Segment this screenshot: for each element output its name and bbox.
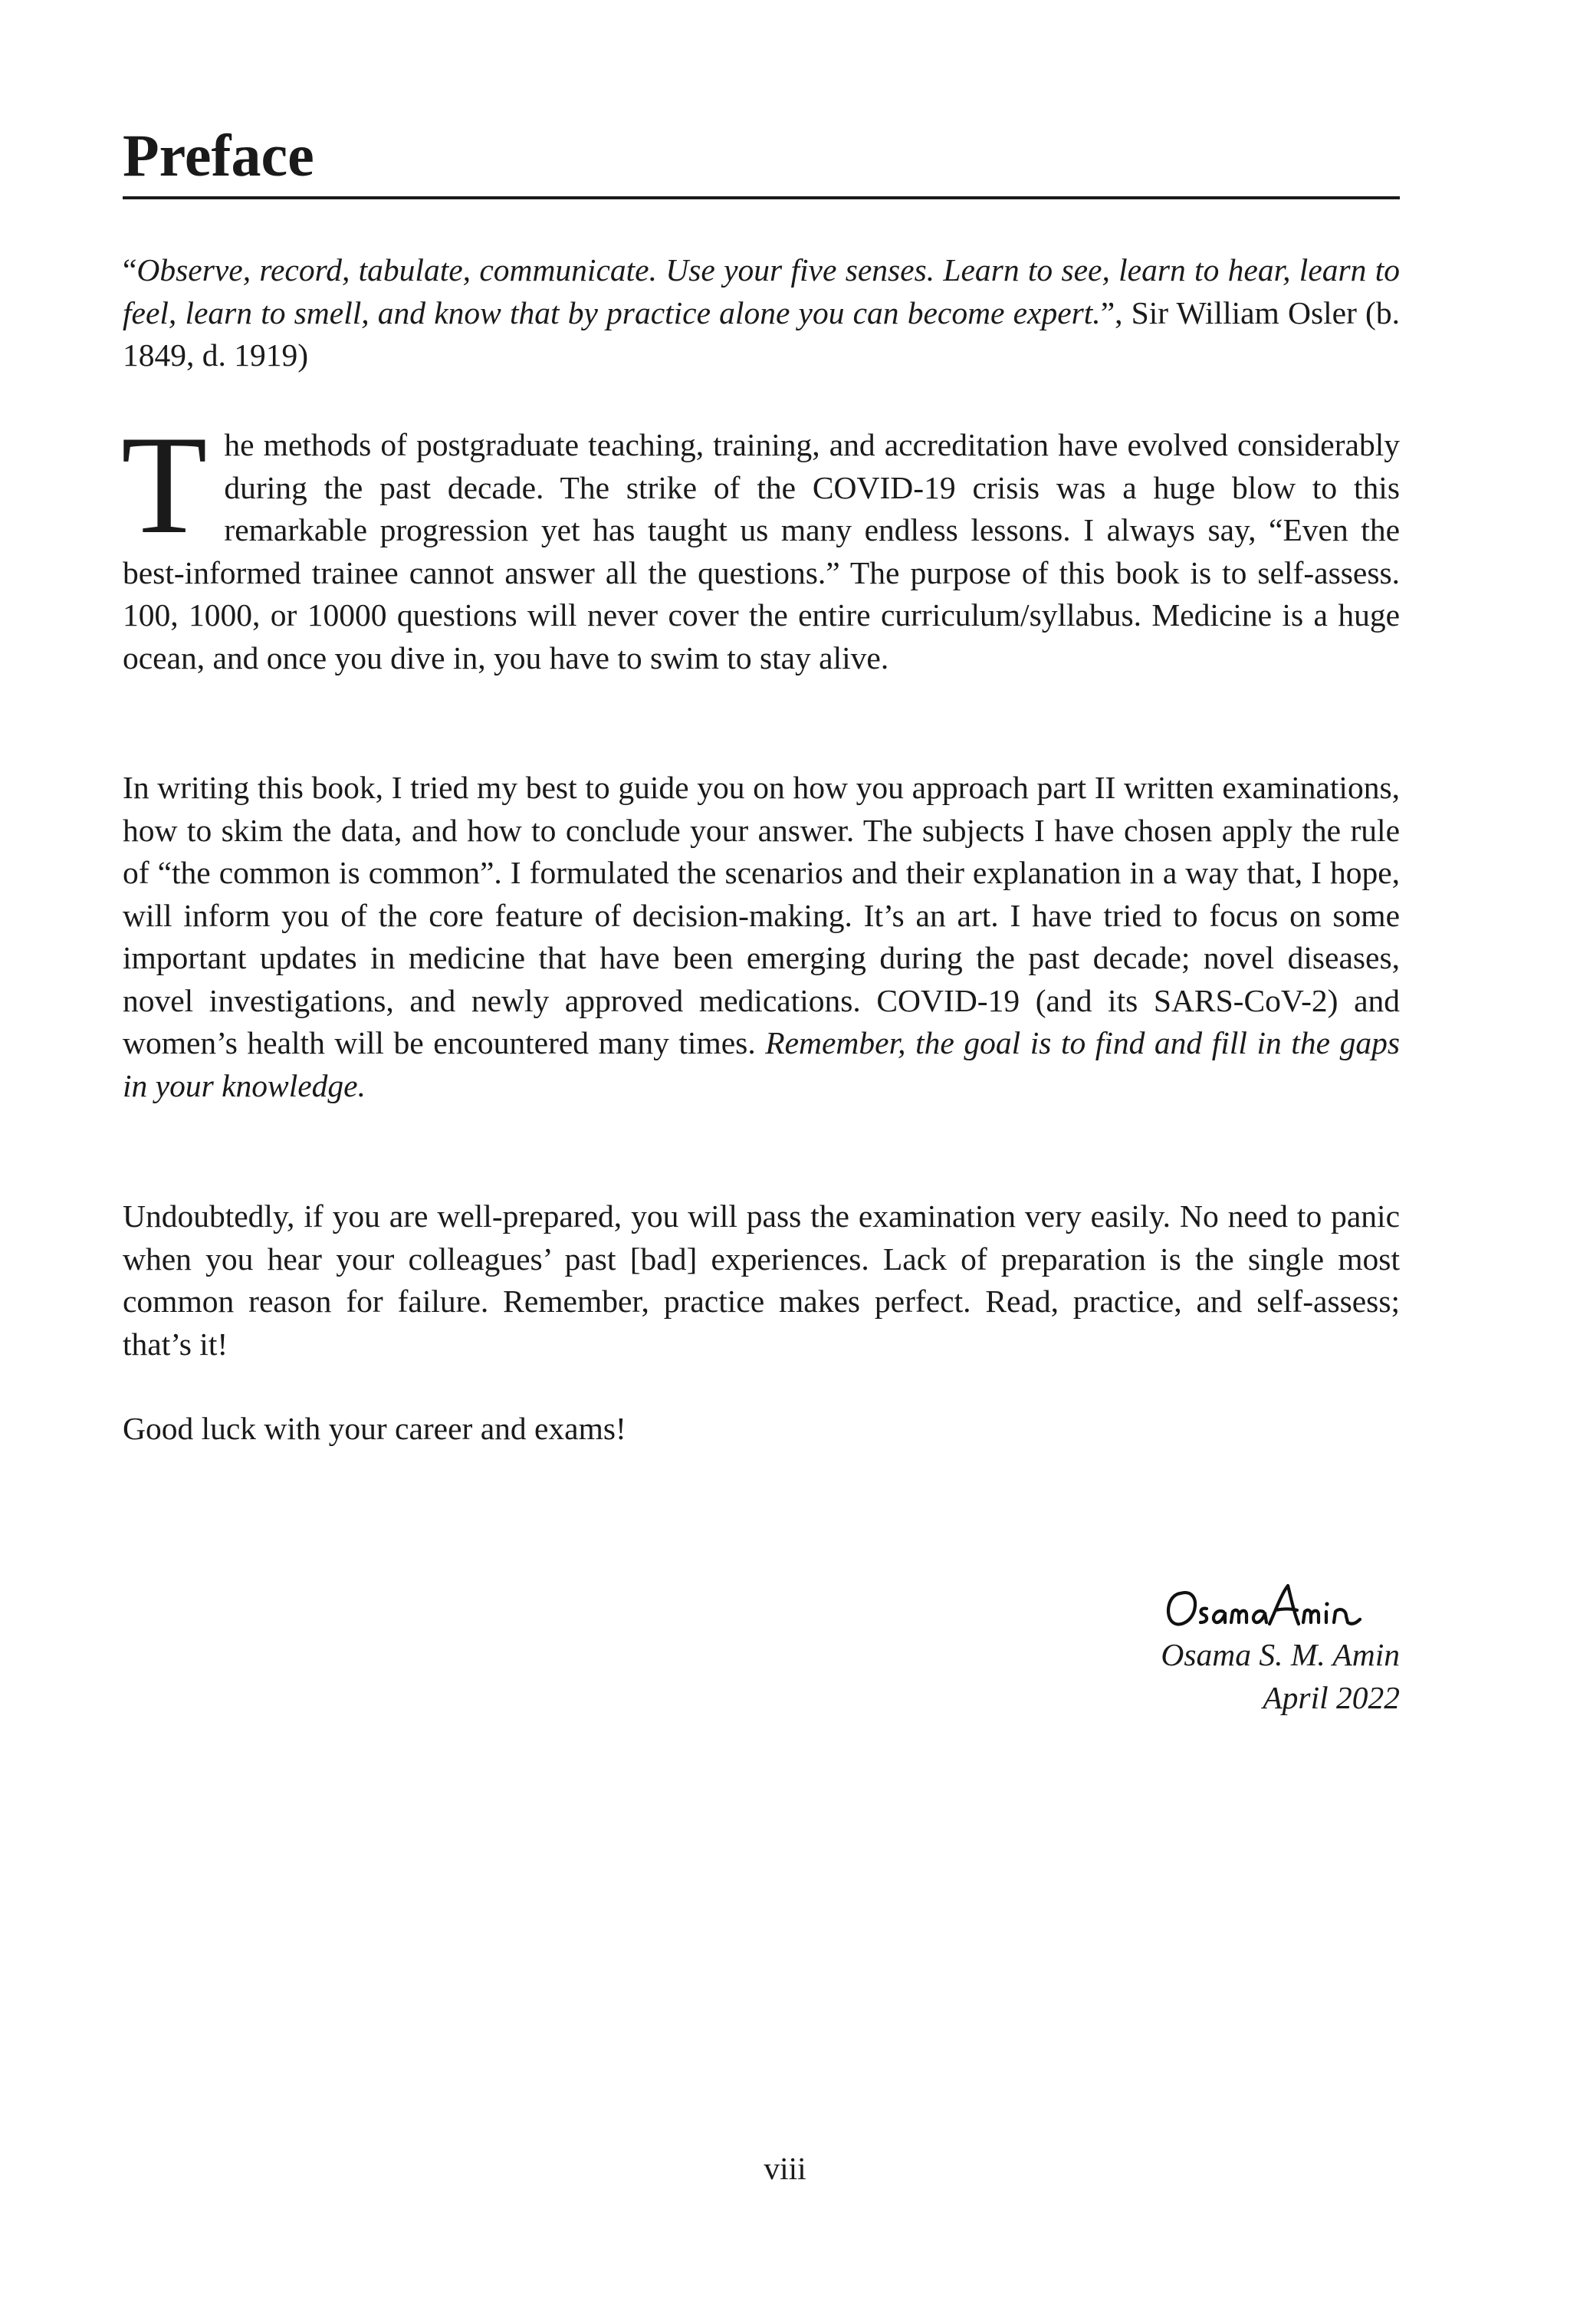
paragraph-4: Good luck with your career and exams! xyxy=(123,1411,626,1446)
epigraph-open-quote: “ xyxy=(123,252,137,288)
page-title: Preface xyxy=(123,121,1400,199)
signature-block xyxy=(1161,1579,1400,1719)
signoff-date: April 2022 xyxy=(1263,1680,1400,1715)
paragraph-1 xyxy=(121,406,1400,679)
paragraph-2 xyxy=(123,767,1400,1107)
drop-cap: T xyxy=(121,406,208,563)
epigraph xyxy=(123,249,1400,377)
paragraph-1-text: he methods of postgraduate teaching, training, and accreditation have evolved considerably during the past decade. The strike of the COVID-19 crisis was a huge blow to this remarkable progression yet has taught us many endless lessons. I always say, “Even the best-informed trainee cannot answer all the questions.” The purpose of this book is to self-assess. 100, 1000, or 10000 questions will never cover the entire curriculum/syllabus. Medicine is a huge ocean, and once you dive in, you have to swim to stay alive. xyxy=(123,427,1400,676)
epigraph-close-quote: ” xyxy=(1100,294,1115,330)
paragraph-2-text: In writing this book, I tried my best to guide you on how you approach part II written examinations, how to skim the data, and how to conclude your answer. The subjects I have chosen apply the rule of “the common is common”. I formulated the scenarios and their explanation in a way that, I hope, will inform you of the core feature of decision-making. It’s an art. I have tried to focus on some important updates in medicine that have been emerging during the past decade; novel diseases, novel investigations, and newly approved medications. COVID-19 (and its SARS-CoV-2) and women’s health will be encountered many times. xyxy=(123,770,1400,1060)
epigraph-quote: Observe, record, tabulate, communicate. Use your five senses. Learn to see, learn to hear, learn to feel, learn to smell, and know that by practice alone you can become expert. xyxy=(123,252,1400,330)
handwritten-signature xyxy=(1161,1579,1368,1633)
page-number: viii xyxy=(764,2151,806,2186)
paragraph-2-italic: Remember, the goal is to find and fill in the gaps in your knowledge. xyxy=(123,1025,1400,1103)
paragraph-3: Undoubtedly, if you are well-prepared, you will pass the examination very easily. No need to panic when you hear your colleagues’ past [bad] experiences. Lack of preparation is the single most common reason for failure. Remember, practice makes perfect. Read, practice, and self-assess; that’s it! xyxy=(123,1198,1400,1362)
author-name: Osama S. M. Amin xyxy=(1161,1637,1400,1672)
epigraph-attribution: , Sir William Osler (b. 1849, d. 1919) xyxy=(123,294,1400,373)
